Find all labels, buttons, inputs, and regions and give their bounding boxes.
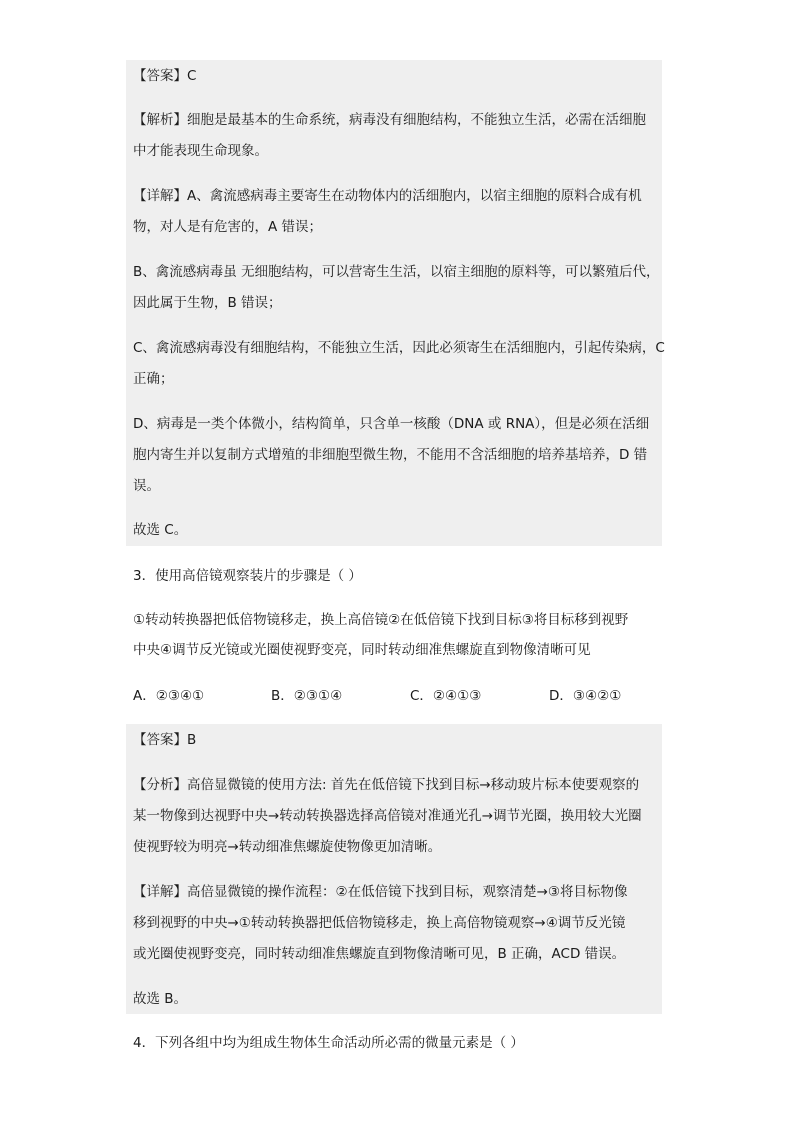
q2-answer: 【答案】C <box>133 68 197 84</box>
q3-detail-line-3: 或光圈使视野变亮，同时转动细准焦螺旋直到物像清晰可见，B 正确，ACD 错误。 <box>133 946 626 962</box>
q3-steps-line-2: 中央④调节反光镜或光圈使视野变亮，同时转动细准焦螺旋直到物像清晰可见 <box>133 642 591 658</box>
q3-stem: 3．使用高倍镜观察装片的步骤是（ ） <box>133 568 362 584</box>
q3-option-b: B．②③①④ <box>271 688 343 704</box>
q3-analysis-line-1: 【分析】高倍显微镜的使用方法: 首先在低倍镜下找到目标→移动玻片标本使要观察的 <box>133 777 640 793</box>
q2-detail-a-line-2: 物，对人是有危害的，A 错误； <box>133 219 323 235</box>
q2-analysis-line-1: 【解析】细胞是最基本的生命系统，病毒没有细胞结构，不能独立生活，必需在活细胞 <box>133 112 646 128</box>
q3-analysis-line-2: 某一物像到达视野中央→转动转换器选择高倍镜对准通光孔→调节光圈，换用较大光圈 <box>133 808 642 824</box>
q3-option-c: C．②④①③ <box>410 688 482 704</box>
q2-detail-d-line-2: 胞内寄生并以复制方式增殖的非细胞型微生物，不能用不含活细胞的培养基培养，D 错 <box>133 447 648 463</box>
q2-analysis-line-2: 中才能表现生命现象。 <box>133 143 268 159</box>
q3-detail-line-2: 移到视野的中央→①转动转换器把低倍物镜移走，换上高倍物镜观察→④调节反光镜 <box>133 915 626 931</box>
q2-detail-c-line-1: C、禽流感病毒没有细胞结构，不能独立生活，因此必须寄生在活细胞内，引起传染病，C <box>133 340 665 356</box>
q2-detail-c-line-2: 正确； <box>133 371 174 387</box>
q2-detail-a-line-1: 【详解】A、禽流感病毒主要寄生在动物体内的活细胞内，以宿主细胞的原料合成有机 <box>133 188 642 204</box>
q3-option-d: D．③④②① <box>549 688 622 704</box>
q3-option-a: A．②③④① <box>133 688 205 704</box>
q3-answer: 【答案】B <box>133 732 197 748</box>
q2-conclusion: 故选 C。 <box>133 522 188 538</box>
q3-answer-block <box>126 724 662 1014</box>
q2-detail-b-line-1: B、禽流感病毒虽 无细胞结构，可以营寄生生活，以宿主细胞的原料等，可以繁殖后代， <box>133 264 660 280</box>
q2-detail-d-line-3: 误。 <box>133 478 160 494</box>
q2-detail-b-line-2: 因此属于生物，B 错误； <box>133 295 282 311</box>
q3-detail-line-1: 【详解】高倍显微镜的操作流程：②在低倍镜下找到目标，观察清楚→③将目标物像 <box>133 884 628 900</box>
q3-analysis-line-3: 使视野较为明亮→转动细准焦螺旋使物像更加清晰。 <box>133 839 442 855</box>
q3-conclusion: 故选 B。 <box>133 991 188 1007</box>
q3-steps-line-1: ①转动转换器把低倍物镜移走，换上高倍镜②在低倍镜下找到目标③将目标移到视野 <box>133 612 629 628</box>
q2-detail-d-line-1: D、病毒是一类个体微小，结构简单，只含单一核酸（DNA 或 RNA），但是必须在活细 <box>133 416 650 432</box>
q4-stem: 4．下列各组中均为组成生物体生命活动所必需的微量元素是（ ） <box>133 1035 524 1051</box>
